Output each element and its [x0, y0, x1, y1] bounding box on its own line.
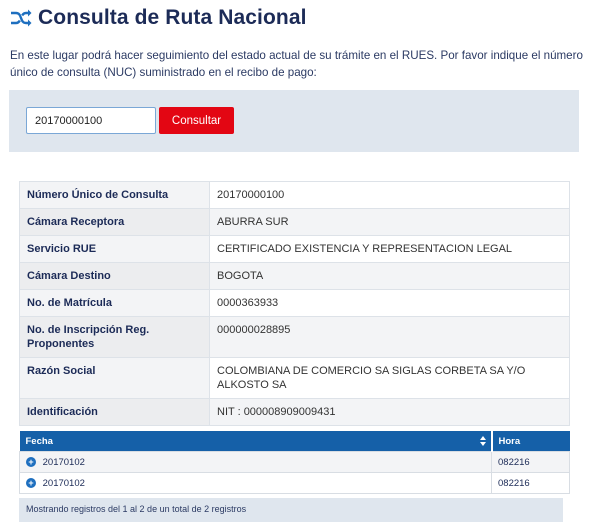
detail-label: Número Único de Consulta	[20, 182, 210, 209]
detail-value: 0000363933	[210, 290, 570, 317]
fecha-cell	[20, 452, 492, 473]
detail-label: Servicio RUE	[20, 236, 210, 263]
page-header	[10, 6, 307, 30]
nuc-input[interactable]	[26, 107, 156, 134]
detail-label: Cámara Destino	[20, 263, 210, 290]
detail-row	[20, 290, 570, 317]
fecha-value: 20170102	[42, 456, 85, 468]
detail-label: No. de Inscripción Reg. Proponentes	[20, 317, 210, 358]
detail-row	[20, 236, 570, 263]
plus-circle-icon[interactable]: +	[26, 457, 36, 467]
detail-row	[20, 263, 570, 290]
detail-row	[20, 399, 570, 426]
detail-row	[20, 317, 570, 358]
fecha-column-header[interactable]	[20, 431, 492, 452]
search-panel	[9, 90, 579, 152]
detail-value: BOGOTA	[210, 263, 570, 290]
detail-value: COLOMBIANA DE COMERCIO SA SIGLAS CORBETA SA Y/O ALKOSTO SA	[210, 358, 570, 399]
detail-label: No. de Matrícula	[20, 290, 210, 317]
hora-cell: 082216	[492, 473, 570, 494]
intro-text: En este lugar podrá hacer seguimiento del estado actual de su trámite en el RUES. Por favor indique el número único de consulta (NUC) suministrado en el recibo de pago:	[10, 49, 583, 79]
consultar-button[interactable]: Consultar	[159, 107, 234, 134]
detail-row	[20, 358, 570, 399]
detail-value: ABURRA SUR	[210, 209, 570, 236]
page-title: Consulta de Ruta Nacional	[38, 6, 307, 29]
fecha-cell	[20, 473, 492, 494]
table-row	[20, 452, 570, 473]
table-row	[20, 473, 570, 494]
hora-header-label: Hora	[498, 435, 521, 447]
detail-row	[20, 182, 570, 209]
fecha-value: 20170102	[42, 477, 85, 489]
detail-label: Razón Social	[20, 358, 210, 399]
plus-circle-icon[interactable]: +	[26, 478, 36, 488]
records-info: Mostrando registros del 1 al 2 de un total de 2 registros	[19, 498, 563, 522]
detail-label: Cámara Receptora	[20, 209, 210, 236]
detail-value: CERTIFICADO EXISTENCIA Y REPRESENTACION LEGAL	[210, 236, 570, 263]
details-table	[19, 181, 570, 426]
history-table	[19, 431, 570, 494]
detail-value: 000000028895	[210, 317, 570, 358]
detail-value: NIT : 000008909009431	[210, 399, 570, 426]
detail-value: 20170000100	[210, 182, 570, 209]
hora-column-header[interactable]	[492, 431, 570, 452]
detail-label: Identificación	[20, 399, 210, 426]
fecha-header-label: Fecha	[25, 435, 53, 447]
shuffle-icon	[10, 9, 32, 27]
detail-row	[20, 209, 570, 236]
sort-icon	[480, 436, 486, 446]
hora-cell: 082216	[492, 452, 570, 473]
